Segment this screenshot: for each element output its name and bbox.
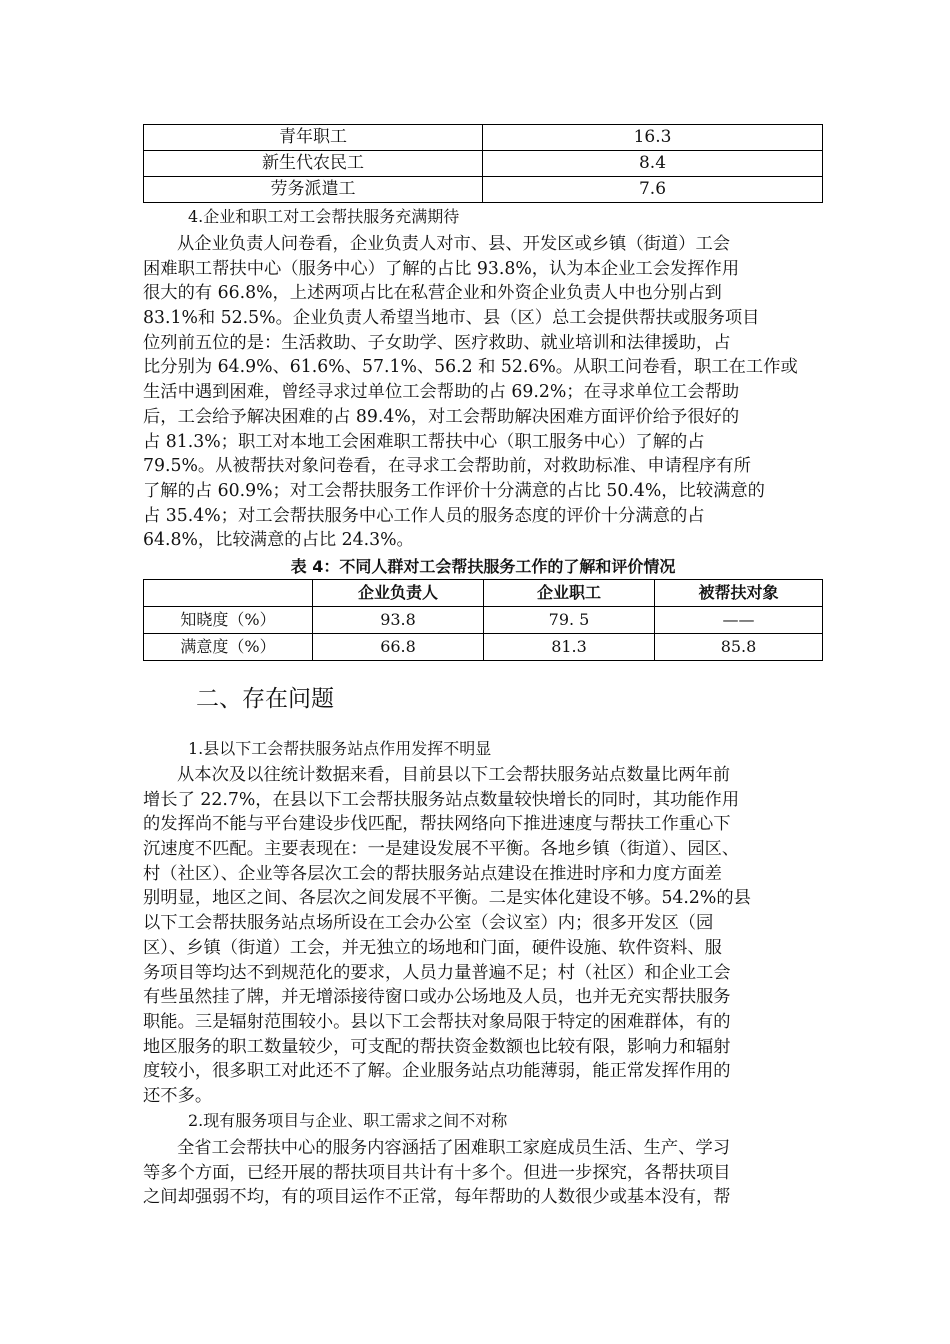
- table-cell-value: 7.6: [483, 177, 823, 203]
- table-cell-value: 16.3: [483, 125, 823, 151]
- issue-2-heading: 2.现有服务项目与企业、职工需求之间不对称: [188, 1111, 508, 1130]
- paragraph-line: 从本次及以往统计数据来看，目前县以下工会帮扶服务站点数量比两年前: [177, 765, 731, 785]
- table-cell-group: 青年职工: [144, 125, 483, 151]
- paragraph-line: 占 81.3%；职工对本地工会困难职工帮扶中心（职工服务中心）了解的占: [143, 431, 705, 452]
- table-cell-group: 劳务派遣工: [144, 177, 483, 203]
- paragraph-line: 全省工会帮扶中心的服务内容涵括了困难职工家庭成员生活、生产、学习: [177, 1138, 731, 1158]
- table-4: [143, 579, 823, 661]
- paragraph-line: 位列前五位的是：生活救助、子女助学、医疗救助、就业培训和法律援助，占: [143, 332, 731, 353]
- section-4-heading: 4.企业和职工对工会帮扶服务充满期待: [188, 207, 460, 226]
- table-cell: 81.3: [484, 634, 655, 661]
- table-row: [144, 151, 823, 177]
- table-cell: ——: [655, 607, 823, 634]
- paragraph-line: 地区服务的职工数量较少，可支配的帮扶资金数额也比较有限，影响力和辐射: [143, 1036, 731, 1057]
- table-row: [144, 125, 823, 151]
- table-row-label: 知晓度（%）: [144, 607, 313, 634]
- table-header-cell: 被帮扶对象: [655, 580, 823, 607]
- paragraph-line: 等多个方面，已经开展的帮扶项目共计有十多个。但进一步探究，各帮扶项目: [143, 1162, 731, 1183]
- paragraph-line: 困难职工帮扶中心（服务中心）了解的占比 93.8%，认为本企业工会发挥作用: [143, 258, 740, 279]
- table-header-row: [144, 580, 823, 607]
- paragraph-line: 别明显，地区之间、各层次之间发展不平衡。二是实体化建设不够。54.2%的县: [143, 888, 751, 909]
- table-cell: 85.8: [655, 634, 823, 661]
- section-4-paragraph: [143, 232, 808, 553]
- table-header-cell: [144, 580, 313, 607]
- paragraph-line: 区）、乡镇（街道）工会，并无独立的场地和门面，硬件设施、软件资料、服: [143, 937, 722, 958]
- paragraph-line: 79.5%。从被帮扶对象问卷看，在寻求工会帮助前，对救助标准、申请程序有所: [143, 456, 751, 477]
- paragraph-line: 很大的有 66.8%，上述两项占比在私营企业和外资企业负责人中也分别占到: [143, 283, 722, 304]
- paragraph-line: 生活中遇到困难，曾经寻求过单位工会帮助的占 69.2%；在寻求单位工会帮助: [143, 382, 740, 403]
- table-cell-value: 8.4: [483, 151, 823, 177]
- issue-1-heading: 1.县以下工会帮扶服务站点作用发挥不明显: [188, 739, 492, 758]
- paragraph-line: 之间却强弱不均，有的项目运作不正常，每年帮助的人数很少或基本没有，帮: [143, 1187, 731, 1208]
- table-header-cell: 企业职工: [484, 580, 655, 607]
- table-header-cell: 企业负责人: [313, 580, 484, 607]
- table-cell: 93.8: [313, 607, 484, 634]
- paragraph-line: 64.8%，比较满意的占比 24.3%。: [143, 530, 414, 551]
- paragraph-line: 有些虽然挂了牌，并无增添接待窗口或办公场地及人员，也并无充实帮扶服务: [143, 987, 731, 1008]
- paragraph-line: 还不多。: [143, 1085, 213, 1106]
- table-group-percentages: [143, 124, 823, 203]
- paragraph-line: 沉速度不匹配。主要表现在：一是建设发展不平衡。各地乡镇（街道）、园区、: [143, 839, 740, 860]
- paragraph-line: 的发挥尚不能与平台建设步伐匹配，帮扶网络向下推进速度与帮扶工作重心下: [143, 814, 731, 835]
- paragraph-line: 后，工会给予解决困难的占 89.4%，对工会帮助解决困难方面评价给予很好的: [143, 406, 740, 427]
- table-row: [144, 607, 823, 634]
- table-row: [144, 634, 823, 661]
- paragraph-line: 占 35.4%；对工会帮扶服务中心工作人员的服务态度的评价十分满意的占: [143, 505, 705, 526]
- table-cell: 66.8: [313, 634, 484, 661]
- paragraph-line: 职能。三是辐射范围较小。县以下工会帮扶对象局限于特定的困难群体，有的: [143, 1011, 731, 1032]
- paragraph-line: 务项目等均达不到规范化的要求，人员力量普遍不足；村（社区）和企业工会: [143, 962, 731, 983]
- paragraph-line: 增长了 22.7%，在县以下工会帮扶服务站点数量较快增长的同时，其功能作用: [143, 789, 740, 810]
- paragraph-line: 83.1%和 52.5%。企业负责人希望当地市、县（区）总工会提供帮扶或服务项目: [143, 308, 760, 329]
- paragraph-line: 从企业负责人问卷看，企业负责人对市、县、开发区或乡镇（街道）工会: [177, 234, 731, 254]
- paragraph-line: 以下工会帮扶服务站点场所设在工会办公室（会议室）内；很多开发区（园: [143, 913, 714, 934]
- paragraph-line: 比分别为 64.9%、61.6%、57.1%、56.2 和 52.6%。从职工问卷看，职工在工作或: [143, 357, 798, 378]
- table-cell-group: 新生代农民工: [144, 151, 483, 177]
- table-row: [144, 177, 823, 203]
- table-4-caption: 表 4：不同人群对工会帮扶服务工作的了解和评价情况: [290, 557, 676, 576]
- section-title: 二、存在问题: [196, 686, 334, 712]
- table-cell: 79. 5: [484, 607, 655, 634]
- paragraph-line: 了解的占 60.9%；对工会帮扶服务工作评价十分满意的占比 50.4%，比较满意的: [143, 480, 765, 501]
- paragraph-line: 村（社区）、企业等各层次工会的帮扶服务站点建设在推进时序和力度方面差: [143, 863, 722, 884]
- issue-1-paragraph: [143, 763, 808, 1109]
- table-row-label: 满意度（%）: [144, 634, 313, 661]
- issue-2-paragraph: [143, 1136, 808, 1210]
- paragraph-line: 度较小，很多职工对此还不了解。企业服务站点功能薄弱，能正常发挥作用的: [143, 1061, 731, 1082]
